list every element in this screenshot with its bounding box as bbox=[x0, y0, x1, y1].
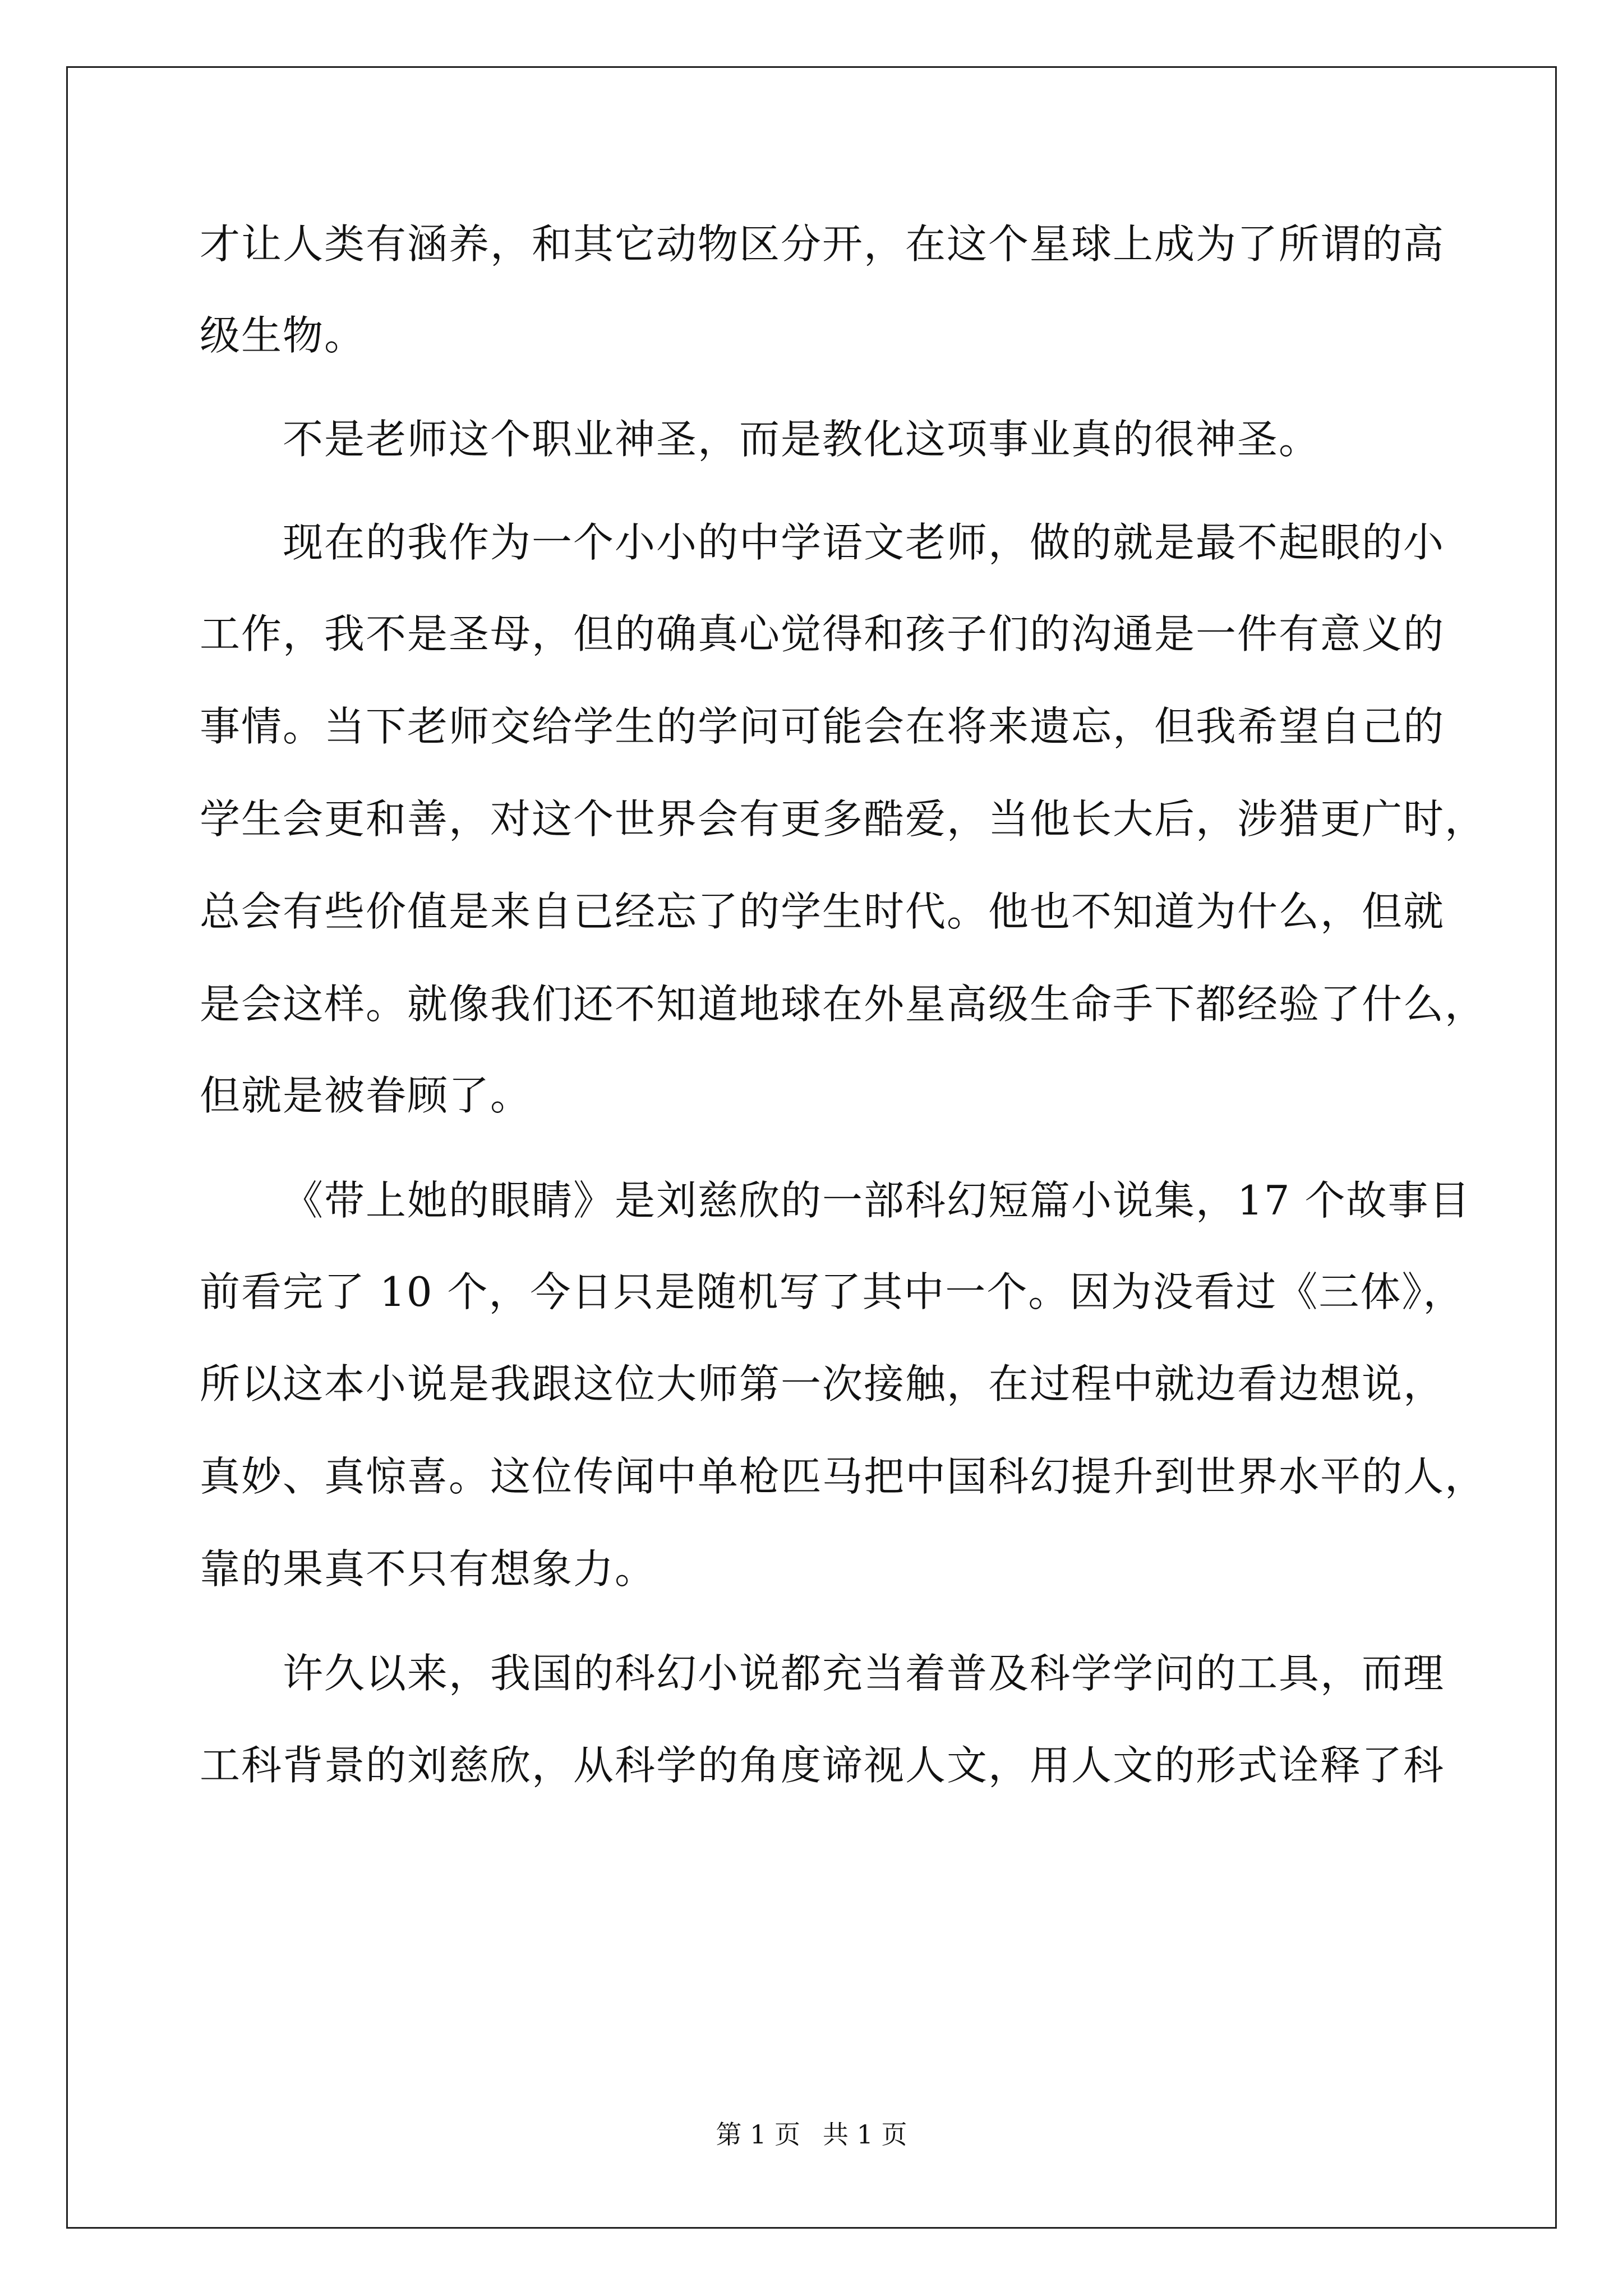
text-line: 前看完了 10 个，今日只是随机写了其中一个。因为没看过《三体》， bbox=[200, 1268, 1465, 1315]
text-line: 总会有些价值是来自已经忘了的学生时代。他也不知道为什么，但就 bbox=[200, 888, 1445, 935]
text-line: 《带上她的眼睛》是刘慈欣的一部科幻短篇小说集，17 个故事目 bbox=[283, 1177, 1471, 1224]
page-footer bbox=[0, 2118, 1623, 2151]
text-line: 真妙、真惊喜。这位传闻中单枪匹马把中国科幻提升到世界水平的人， bbox=[200, 1453, 1487, 1500]
text-line: 但就是被眷顾了。 bbox=[200, 1072, 532, 1119]
page-border bbox=[66, 66, 1557, 2229]
page-number: 第 1 页 bbox=[716, 2119, 800, 2150]
text-line: 是会这样。就像我们还不知道地球在外星高级生命手下都经验了什么， bbox=[200, 981, 1487, 1028]
page-total: 共 1 页 bbox=[823, 2119, 907, 2150]
text-line: 所以这本小说是我跟这位大师第一次接触，在过程中就边看边想说， bbox=[200, 1360, 1445, 1407]
text-line: 事情。当下老师交给学生的学问可能会在将来遗忘，但我希望自己的 bbox=[200, 703, 1445, 750]
text-line: 不是老师这个职业神圣，而是教化这项事业真的很神圣。 bbox=[283, 416, 1321, 463]
text-line: 级生物。 bbox=[200, 312, 366, 359]
text-line: 工作，我不是圣母，但的确真心觉得和孩子们的沟通是一件有意义的 bbox=[200, 610, 1445, 657]
text-line: 工科背景的刘慈欣，从科学的角度谛视人文，用人文的形式诠释了科 bbox=[200, 1742, 1445, 1789]
text-line: 靠的果真不只有想象力。 bbox=[200, 1545, 657, 1593]
text-line: 许久以来，我国的科幻小说都充当着普及科学学问的工具，而理 bbox=[283, 1650, 1445, 1697]
text-line: 才让人类有涵养，和其它动物区分开，在这个星球上成为了所谓的高 bbox=[200, 220, 1445, 268]
text-line: 现在的我作为一个小小的中学语文老师，做的就是最不起眼的小 bbox=[283, 519, 1445, 566]
text-line: 学生会更和善，对这个世界会有更多酷爱，当他长大后，涉猎更广时， bbox=[200, 795, 1487, 843]
